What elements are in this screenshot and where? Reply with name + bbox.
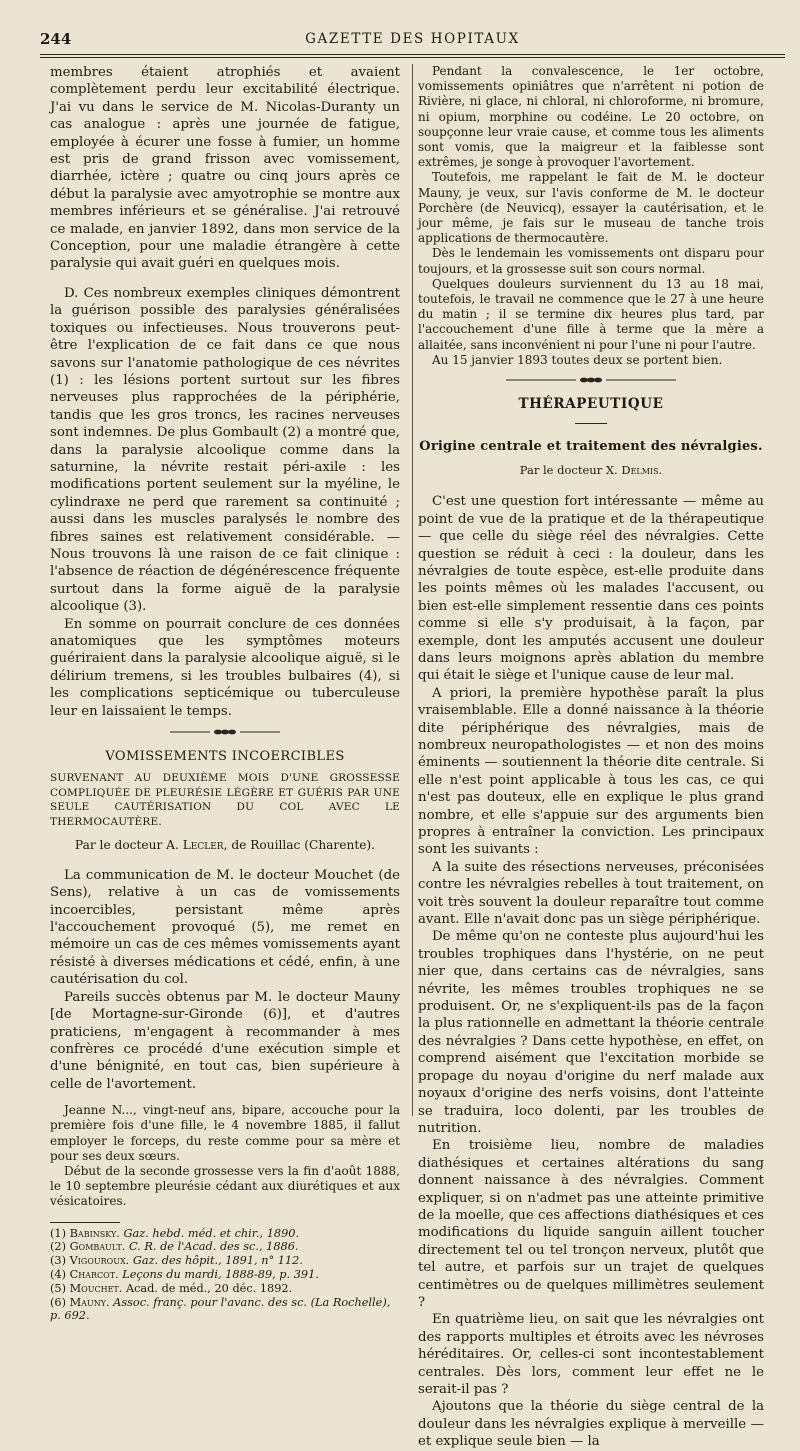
left-column [50, 64, 400, 1323]
right-paragraph-8: A la suite des résections nerveuses, préconisées contre les névralgies rebelles à tout traitement, on voit très souvent la douleur reparaître tout comme avant. Elle n'avait donc pas un siège périphérique. [418, 859, 764, 928]
left-paragraph-2: D. Ces nombreux exemples cliniques démontrent la guérison possible des paralysies généralisées toxiques ou infectieuses. Nous trouverons peut-être l'explication de ce fait dans ce que nous savons sur l'anatomie pathologique de ces névrites (1) : les lésions portent surtout sur les fibres nerveuses plus rapprochées de la périphérie, tandis que les gros troncs, les racines nerveuses sont indemnes. De plus Gombault (2) a montré que, dans la paralysie alcoolique comme dans la saturnine, la névrite restait péri-axile : les modifications portent seulement sur la myéline, le cylindraxe ne perd que rarement sa continuité ; aussi dans les muscles paralysés le nombre des fibres saines est relativement considérable. — Nous trouvons là une raison de ce fait clinique : l'absence de réaction de dégénérescence fréquente surtout dans la forme aiguë de la paralysie alcoolique (3). [50, 285, 400, 615]
right-paragraph-11: En quatrième lieu, on sait que les névralgies ont des rapports multiples et étroits avec les névroses héréditaires. Or, celles-ci sont incontestablement centrales. Dès lors, comment leur effet ne le serait-il pas ? [418, 1312, 764, 1397]
author-name: X. Delmis. [605, 462, 663, 477]
journal-title: GAZETTE DES HOPITAUX [305, 31, 520, 47]
right-paragraph-2: Toutefois, me rappelant le fait de M. le docteur Mauny, je veux, sur l'avis conforme de M. le docteur Porchère (de Neuvicq), essayer la cautérisation, et le jour même, je fais sur le museau de tanche trois applications de thermocautère. [418, 170, 764, 246]
section-title-therapeutique: THÉRAPEUTIQUE [518, 396, 664, 413]
article-byline: Par le docteur A. Lecler, de Rouillac (Charente). [74, 838, 376, 853]
footnote: (5) Mouchet. Acad. de méd., 20 déc. 1892. [50, 1281, 293, 1295]
right-paragraph-5: Au 15 janvier 1893 toutes deux se portent bien. [432, 352, 723, 367]
right-paragraph-6: C'est une question fort intéressante — même au point de vue de la pratique et de la thérapeutique — que celle du siège réel des névralgies. Cette question se réduit à ceci : la douleur, dans les névralgies de toute espèce, est-elle produite dans les points mêmes où les malades l'accusent, ou bien est-elle simplement ressentie dans ces points comme si elle s'y produisait, à la façon, par exemple, dont les amputés accusent une douleur dans leurs moignons après ablation du membre qui était le siège et l'unique cause de leur mal. [418, 494, 764, 684]
footnote: (2) Gombault. C. R. de l'Acad. des sc., 1886. [50, 1240, 299, 1254]
column-divider [412, 64, 413, 1116]
article-title-vomissements: VOMISSEMENTS INCOERCIBLES [105, 749, 345, 765]
article-subtitle: SURVENANT AU DEUXIÈME MOIS D'UNE GROSSESSE COMPLIQUÉE DE PLEURÉSIE LÉGÈRE ET GUÉRIS PAR UNE SEULE CAUTÉRISATION DU COL AVEC LE THERMOCAUTÈRE. [50, 772, 400, 828]
page-number: 244 [40, 30, 72, 48]
left-paragraph-3: En somme on pourrait conclure de ces données anatomiques que les symptômes moteurs guériraient dans la paralysie alcoolique aiguë, si le délirium tremens, si les troubles bulbaires (4), si les complications septicémique ou tuberculeuse leur en laissaient le temps. [50, 616, 400, 719]
right-paragraph-4: Quelques douleurs surviennent du 13 au 18 mai, toutefois, le travail ne commence que le 27 à une heure du matin ; il se termine dix heures plus tard, par l'accouchement d'une fille à terme que la mère a allaitée, sans inconvénient ni pour l'une ni pour l'autre. [418, 276, 764, 352]
footnote-rule [50, 1222, 120, 1223]
header-rule-top [40, 54, 785, 55]
author-name: A. Lecler [166, 838, 224, 853]
footnote: (3) Vigouroux. Gaz. des hôpit., 1891, n° 112. [50, 1254, 303, 1268]
right-paragraph-7: A priori, la première hypothèse paraît la plus vraisemblable. Elle a donné naissance à la théorie dite périphérique des névralgies, mais de nombreux neuropathologistes — et non des moins éminents — soutiennent la théorie dite centrale. Si elle n'est point applicable à tous les cas, ce qui n'est pas douteux, elle en explique le plus grand nombre, et elle s'appuie sur des arguments bien propres à entraîner la conviction. Les principaux sont les suivants : [418, 685, 764, 858]
left-paragraph-5: Pareils succès obtenus par M. le docteur Mauny [de Mortagne-sur-Gironde (6)], et d'autres praticiens, m'engagent à recommander à mes confrères ce procédé d'une exécution simple et d'une bénignité, en tout cas, bien supérieure à celle de l'avortement. [50, 989, 400, 1092]
article-byline: Par le docteur X. Delmis. [519, 462, 663, 477]
footnote: (4) Charcot. Leçons du mardi, 1888-89, p. 391. [50, 1267, 319, 1281]
page-header [40, 30, 785, 52]
header-rule-bottom [40, 57, 785, 58]
left-paragraph-6: Jeanne N..., vingt-neuf ans, bipare, accouche pour la première fois d'une fille, le 4 novembre 1885, il fallut employer le forceps, du reste comme pour sa mère et pour ses deux sœurs. [50, 1103, 400, 1163]
left-paragraph-1: membres étaient atrophiés et avaient complètement perdu leur excitabilité électrique. J'ai vu dans le service de M. Nicolas-Duranty un cas analogue : après une journée de fatigue, employée à écurer une fosse à fumier, un homme est pris de grand frisson avec vomissement, diarrhée, ictère ; quatre ou cinq jours après ce début la paralysie avec amyotrophie se montre aux membres inférieurs et se généralise. J'ai retrouvé ce malade, en janvier 1892, dans mon service de la Conception, pour une maladie étrangère à cette paralysie qui avait guéri en quelques mois. [50, 65, 400, 272]
right-column [418, 64, 764, 1451]
footnotes [50, 1227, 400, 1324]
section-ornament [418, 376, 764, 384]
section-ornament [50, 728, 400, 736]
right-paragraph-3: Dès le lendemain les vomissements ont disparu pour toujours, et la grossesse suit son cours normal. [418, 246, 764, 276]
right-paragraph-9: De même qu'on ne conteste plus aujourd'hui les troubles trophiques dans l'hystérie, on ne peut nier que, dans certains cas de névralgies, sans névrite, les mêmes troubles trophiques ne se produisent. Or, ne s'expliquent-ils pas de la façon la plus rationnelle en admettant la théorie centrale des névralgies ? Dans cette hypothèse, en effet, on comprend aisément que l'excitation morbide se propage du noyau d'origine du nerf malade aux noyaux d'origine des nerfs voisins, dont l'atteinte se traduira, loco dolenti, par les troubles de nutrition. [418, 929, 764, 1136]
right-paragraph-10: En troisième lieu, nombre de maladies diathésiques et certaines altérations du sang donnent naissance à des névralgies. Comment expliquer, si on n'admet pas une atteinte primitive de la moelle, que ces affections diathésiques et ces modifications du liquide sanguin aillent toucher directement tel ou tel tronçon nerveux, plutôt que tel autre, et parfois sur un trajet de quelques centimètres ou de quelques millimètres seulement ? [418, 1138, 764, 1310]
footnote: (1) Babinsky. Gaz. hebd. méd. et chir., 1890. [50, 1226, 300, 1240]
right-paragraph-1: Pendant la convalescence, le 1er octobre, vomissements opiniâtres que n'arrêtent ni potion de Rivière, ni glace, ni chloral, ni chloroforme, ni bromure, ni opium, morphine ou codéine. Le 20 octobre, on soupçonne leur vraie cause, et comme tous les aliments sont vomis, que la maigreur et la faiblesse sont extrêmes, je songe à provoquer l'avortement. [418, 64, 764, 170]
right-paragraph-12: Ajoutons que la théorie du siège central de la douleur dans les névralgies explique à merveille — et explique seule bien — la [418, 1399, 764, 1450]
footnote: (6) Mauny. Assoc. franç. pour l'avanc. des sc. (La Rochelle), p. 692. [50, 1295, 391, 1323]
left-paragraph-4: La communication de M. le docteur Mouchet (de Sens), relative à un cas de vomissements incoercibles, persistant même après l'accouchement provoqué (5), me remet en mémoire un cas de ces mêmes vomissements ayant résisté à diverses médications et cédé, enfin, à une cautérisation du col. [50, 867, 400, 988]
article-title-nevralgies: Origine centrale et traitement des névralgies. [419, 439, 763, 455]
left-paragraph-7: Début de la seconde grossesse vers la fin d'août 1888, le 10 septembre pleurésie cédant aux diurétiques et aux vésicatoires. [50, 1163, 400, 1209]
